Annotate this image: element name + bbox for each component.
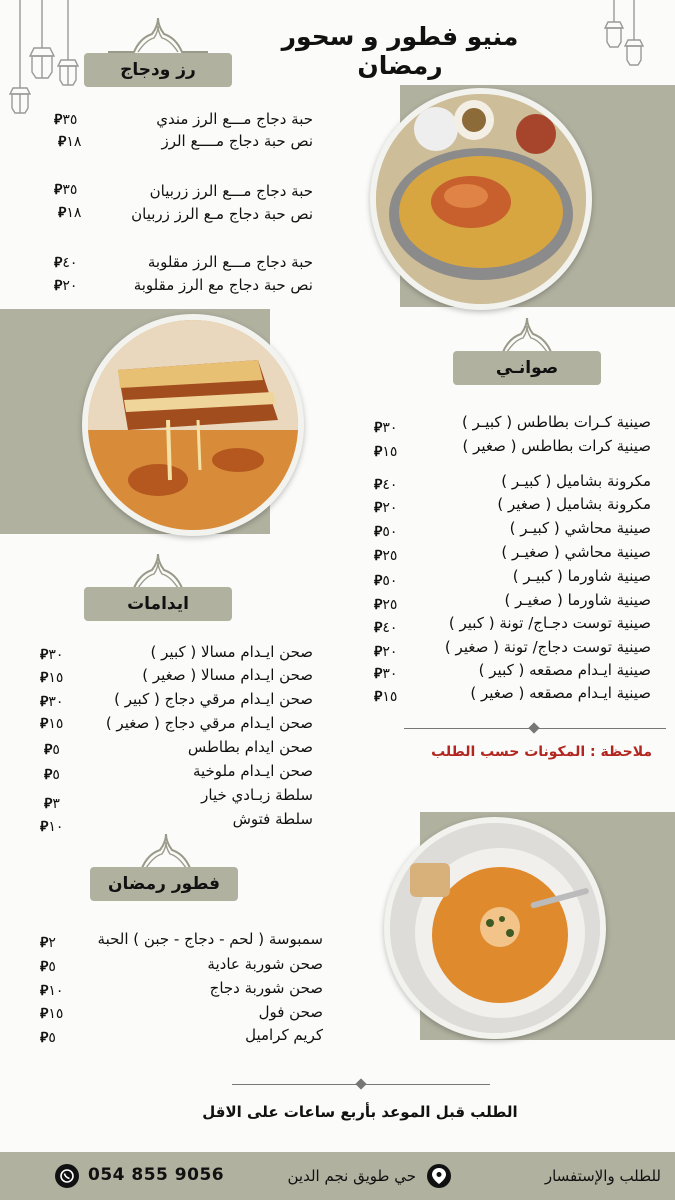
menu-item-name: مكرونة بشاميل ( كبيـر ) [501, 472, 651, 490]
mandi-rice-photo [370, 88, 592, 310]
divider-diamond [528, 722, 539, 733]
menu-item-price: ٥⃁ [40, 1030, 56, 1046]
menu-item-name: مكرونة بشاميل ( صغير ) [497, 495, 651, 513]
menu-item-name: سلطة فتوش [232, 810, 313, 828]
location-pin-icon [427, 1164, 451, 1188]
menu-item-price: ٢٠⃁ [374, 644, 398, 660]
menu-item-price: ٤٠⃁ [374, 477, 398, 493]
orders-label: للطلب والإستفسار [544, 1167, 661, 1185]
menu-item-price: ٣٥⃁ [54, 112, 78, 128]
menu-item-name: صينية شاورما ( كبيـر ) [512, 567, 651, 585]
menu-item-price: ١٨⃁ [58, 205, 82, 221]
menu-item-price: ٢٠⃁ [54, 278, 78, 294]
dome-ornament-icon [477, 314, 577, 354]
menu-item-price: ٢⃁ [40, 935, 56, 951]
divider-diamond [355, 1078, 366, 1089]
menu-item-name: صينية ايـدام مصقعه ( صغير ) [470, 684, 651, 702]
dome-ornament-icon [116, 830, 216, 870]
menu-item-name: حبة دجاج مـــع الرز مقلوبة [147, 253, 313, 271]
menu-item-price: ٣٠⃁ [40, 694, 64, 710]
menu-item-price: ٣٠⃁ [374, 420, 398, 436]
dome-ornament-icon [108, 550, 208, 590]
menu-item-price: ٥⃁ [44, 767, 60, 783]
menu-item-name: نص حبة دجاج مـع الرز زربيان [131, 205, 313, 223]
menu-item-price: ٤٠⃁ [54, 255, 78, 271]
menu-item-price: ١٥⃁ [374, 444, 398, 460]
menu-item-price: ٣٠⃁ [374, 666, 398, 682]
menu-item-name: صينية كـرات بطاطس ( كبيـر ) [462, 413, 651, 431]
section-header-iftar: فطور رمضان [90, 867, 238, 901]
menu-item-name: صحن شوربة دجاج [209, 979, 323, 997]
menu-title: منيو فطور و سحور رمضان [281, 22, 519, 80]
location-text: حي طويق نجم الدين [287, 1167, 416, 1185]
menu-item-price: ١٥⃁ [40, 670, 64, 686]
menu-item-name: صينية شاورما ( صغيـر ) [504, 591, 651, 609]
menu-item-name: حبة دجاج مـــع الرز زربيان [149, 182, 313, 200]
menu-item-price: ١٥⃁ [374, 689, 398, 705]
whatsapp-icon [55, 1164, 79, 1188]
menu-item-price: ٥٠⃁ [374, 573, 398, 589]
menu-item-price: ١٥⃁ [40, 1006, 64, 1022]
footer-bar [0, 1152, 675, 1200]
ingredients-note: ملاحظة : المكونات حسب الطلب [431, 744, 652, 760]
menu-item-name: كريم كراميل [245, 1026, 323, 1044]
menu-item-price: ٣٠⃁ [40, 647, 64, 663]
menu-item-name: حبة دجاج مـــع الرز مندي [156, 110, 313, 128]
menu-item-name: صحن ايدام بطاطس [187, 738, 313, 756]
menu-item-name: صحن فول [258, 1003, 323, 1021]
phone-number[interactable]: 054 855 9056 [88, 1165, 225, 1185]
menu-item-name: صينية محاشي ( صغيـر ) [501, 543, 651, 561]
menu-item-name: نص حبة دجاج مــــع الرز [161, 132, 313, 150]
menu-item-price: ٣⃁ [44, 796, 60, 812]
menu-item-price: ١٨⃁ [58, 134, 82, 150]
menu-item-name: نص حبة دجاج مع الرز مقلوبة [133, 276, 313, 294]
menu-item-price: ٣٥⃁ [54, 182, 78, 198]
soup-photo [384, 817, 606, 1039]
menu-item-price: ٥٠⃁ [374, 524, 398, 540]
menu-item-name: صينية كرات بطاطس ( صغير ) [462, 437, 651, 455]
menu-item-name: صينية توست دجاج/ تونة ( صغير ) [444, 638, 651, 656]
menu-item-name: سمبوسة ( لحم - دجاج - جبن ) الحبة [97, 930, 323, 948]
section-header-rice: رز ودجاج [84, 53, 232, 87]
menu-item-name: صحن ايـدام مسالا ( كبير ) [150, 643, 313, 661]
menu-item-name: صينية ايـدام مصقعه ( كبير ) [478, 661, 651, 679]
menu-item-name: صحن ايـدام ملوخية [192, 762, 313, 780]
menu-item-price: ٥⃁ [40, 959, 56, 975]
menu-item-price: ١٠⃁ [40, 819, 64, 835]
dome-ornament-icon [108, 14, 208, 54]
menu-item-name: سلطة زبـادي خيار [201, 786, 313, 804]
menu-item-name: صينية توست دجـاج/ تونة ( كبير ) [448, 614, 651, 632]
menu-item-name: صحن ايـدام مرقي دجاج ( صغير ) [105, 714, 313, 732]
menu-item-price: ٢٠⃁ [374, 500, 398, 516]
section-header-stews: ايدامات [84, 587, 232, 621]
menu-item-price: ١٥⃁ [40, 716, 64, 732]
menu-item-price: ٤٠⃁ [374, 620, 398, 636]
menu-item-price: ١٠⃁ [40, 983, 64, 999]
menu-item-name: صحن ايـدام مرقي دجاج ( كبير ) [114, 690, 313, 708]
section-header-trays: صوانـي [453, 351, 601, 385]
advance-order-notice: الطلب قبل الموعد بأربع ساعات على الاقل [202, 1103, 518, 1121]
menu-item-price: ٢٥⃁ [374, 548, 398, 564]
lasagna-photo [82, 314, 304, 536]
menu-item-price: ٢٥⃁ [374, 597, 398, 613]
menu-item-price: ٥⃁ [44, 742, 60, 758]
menu-item-name: صينية محاشي ( كبيـر ) [509, 519, 651, 537]
lantern-icon [600, 0, 648, 80]
menu-item-name: صحن شوربة عادية [207, 955, 323, 973]
menu-item-name: صحن ايـدام مسالا ( صغير ) [142, 666, 313, 684]
